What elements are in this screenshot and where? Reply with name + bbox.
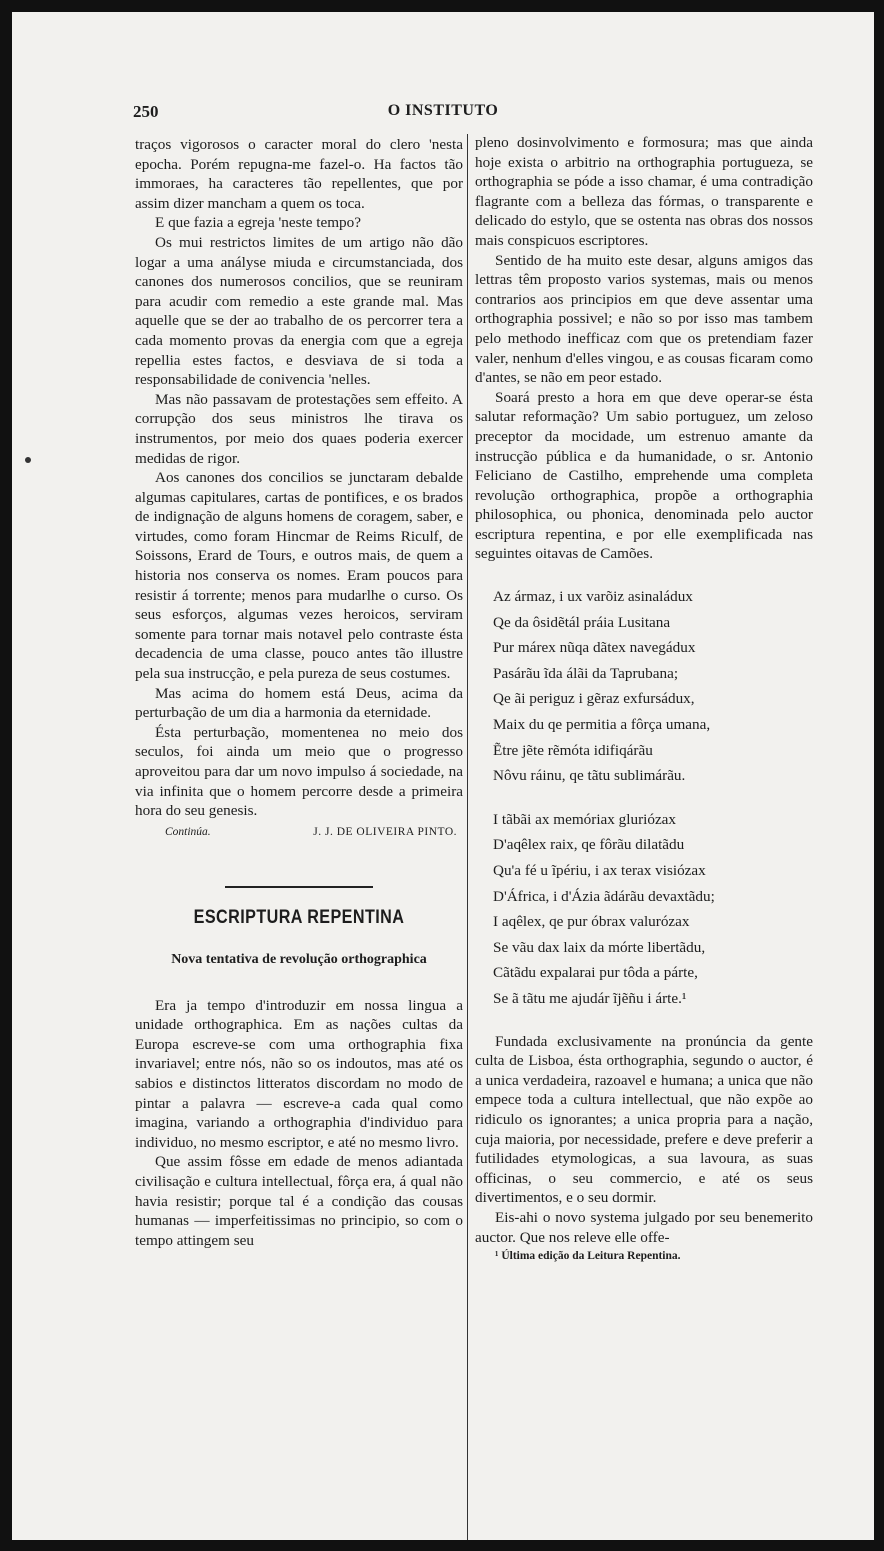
paragraph: Era ja tempo d'introduzir em nossa lingua a unidade orthographica. Em as nações cultas da Europa escreve-se com uma orthographia fixa invariavel; entre nós, não so os indoutos, mas até os sabios e distinctos litteratos discordam no modo de pintar a palavra — escreve-a cada qual como imagina, variando a orthographia d'individuo para individuo, no mesmo escriptor, e até no mesmo livro. bbox=[135, 996, 463, 1151]
verse-line: D'aqêlex raix, qe fôrãu dilatãdu bbox=[493, 836, 685, 854]
verse-line: Se ã tãtu me ajudár ĩjẽñu i árte.¹ bbox=[493, 989, 687, 1007]
signature-line bbox=[135, 823, 463, 843]
paragraph: traços vigorosos o caracter moral do clero 'nesta epocha. Porém repugna-me fazel-o. Ha factos tão immoraes, ha caracteres tão repellentes, que por assim dizer mancham a quem os toca. bbox=[135, 136, 463, 212]
verse-line: Ẽtre jẽte rẽmóta idifiqárãu bbox=[493, 741, 653, 759]
newspaper-page bbox=[12, 12, 874, 1540]
paragraph: Eis-ahi o novo systema julgado por seu benemerito auctor. Que nos releve elle offe- bbox=[475, 1208, 813, 1246]
article-title: ESCRIPTURA REPENTINA bbox=[193, 907, 405, 929]
column-divider bbox=[467, 134, 468, 1540]
margin-mark bbox=[25, 457, 31, 463]
paragraph: pleno dosinvolvimento e formosura; mas que ainda hoje exista o arbitrio na orthographia portugueza, se orthographia se póde a isso chamar, é uma contradição flagrante com a belleza das fórmas, o transparente e delicado do estylo, que se ostenta nas obras dos nossos mais conspicuos escriptores. bbox=[475, 134, 813, 249]
paragraph: Que assim fôsse em edade de menos adiantada civilisação e cultura intellectual, fôrça era, á qual não havia resistir; porque tal é a condição das cousas humanas — imperfeitissimas no principio, so com o tempo attingem seu bbox=[135, 1153, 463, 1249]
paragraph: Fundada exclusivamente na pronúncia da gente culta de Lisboa, ésta orthographia, segundo o auctor, é a unica verdadeira, razoavel e humana; a unica que não empece toda a cultura intellectual, que não expõe ao ridiculo os ignorantes; a unica propria para a nação, cuja maioria, por necessidade, prefere e deve preferir a futilidades etymologicas, a sua lavoura, as suas officinas, o seu commercio, e até os seus divertimentos, e o seu dormir. bbox=[475, 1032, 813, 1207]
verse-line: Se vãu dax laix da mórte libertãdu, bbox=[493, 938, 706, 956]
verse-line: Cãtãdu expalarai pur tôda a párte, bbox=[493, 964, 698, 982]
section-separator bbox=[225, 886, 373, 888]
paragraph: Mas não passavam de protestações sem effeito. A corrupção dos seus ministros lhe tirava os instrumentos, por meio dos quaes poderia exercer medidas de rigor. bbox=[135, 390, 463, 467]
paragraph: Aos canones dos concilios se junctaram debalde algumas capitulares, cartas de pontifices, e os brados de indignação de alguns homens de coragem, saber, e virtudes, como foram Hincmar de Reims Riculf, de Soissons, Erard de Tours, e outros mais, de quem a historia nos conserva os nomes. Eram poucos para resistir á torrente; menos para mudarlhe o curso. Os seus esforços, algumas vezes heroicos, serviram somente para tornar mais notavel pelo contraste ésta decadencia de uma classe, pouco antes tão illustre pela sua instrucção, e pela pureza de seus costumes. bbox=[135, 469, 463, 683]
journal-title: O INSTITUTO bbox=[387, 102, 499, 119]
paragraph: Os mui restrictos limites de um artigo não dão logar a uma anályse miuda e circumstanciada, dos canones dos numerosos concilios, que se reuniram para acudir com remedio a este grande mal. Mas aquelle que se der ao trabalho de os percorrer tera a cada momento provas da energia com que a egreja repellia estes factos, e desviava de si toda a responsabilidade de conivencia 'nelles. bbox=[135, 233, 463, 389]
paragraph: E que fazia a egreja 'neste tempo? bbox=[155, 214, 361, 232]
verse-line: Pur márex nũqa dãtex navegádux bbox=[493, 639, 696, 657]
poem-stanza-2 bbox=[493, 807, 813, 1012]
verse-line: Maix du qe permitia a fôrça umana, bbox=[493, 716, 711, 734]
running-header bbox=[12, 102, 874, 126]
verse-line: Nôvu ráinu, qe tãtu sublimárãu. bbox=[493, 767, 686, 785]
paragraph: Sentido de ha muito este desar, alguns amigos das lettras têm proposto varios systemas, mais ou menos contrarios aos principios em que deve assentar uma orthographia possivel; e não so por isso mas tambem pelo methodo inefficaz com que os pretendiam fazer valer, nenhum d'elles vingou, e as cousas ficaram como d'antes, se não em peor estado. bbox=[475, 251, 813, 387]
author-signature: J. J. DE OLIVEIRA PINTO. bbox=[313, 825, 457, 838]
paragraph: Ésta perturbação, momentenea no meio dos seculos, foi ainda um meio que o progresso aproveitou para dar um novo impulso á sociedade, na via infinita que o homem percorre desde a primeira hora do seu genesis. bbox=[135, 723, 463, 820]
footnote: ¹ Última edição da Leitura Repentina. bbox=[495, 1250, 681, 1263]
paragraph: Mas acima do homem está Deus, acima da perturbação de um dia a harmonia da eternidade. bbox=[135, 684, 463, 722]
poem-stanza-1 bbox=[493, 584, 813, 789]
right-column bbox=[475, 133, 813, 1267]
verse-line: Qu'a fé u ĩpériu, i ax terax visiózax bbox=[493, 862, 706, 879]
continua-label: Continúa. bbox=[165, 825, 211, 838]
verse-line: I tãbãi ax memóriax gluriózax bbox=[493, 810, 677, 828]
verse-line: Az ármaz, i ux varõiz asinaládux bbox=[493, 588, 693, 606]
verse-line: Pasárãu ĩda álãi da Taprubana; bbox=[493, 664, 679, 682]
article-subtitle: Nova tentativa de revolução orthographica bbox=[171, 951, 427, 967]
verse-line: Qe da ôsidẽtál práia Lusitana bbox=[493, 613, 671, 631]
verse-line: I aqêlex, qe pur óbrax valurózax bbox=[493, 913, 690, 931]
left-column bbox=[135, 135, 463, 1250]
verse-line: Qe ãi periguz i gẽraz exfursádux, bbox=[493, 690, 695, 708]
verse-line: D'África, i d'Ázia ãdárãu devaxtãdu; bbox=[493, 887, 715, 905]
page-number: 250 bbox=[133, 102, 159, 121]
paragraph: Soará presto a hora em que deve operar-se ésta salutar reformação? Um sabio portuguez, um zeloso preceptor da mocidade, um estrenuo amante da instrucção pública e da humanidade, o sr. Antonio Feliciano de Castilho, emprehende uma completa revolução orthographica, propõe a orthographia philosophica, ou phonica, denominada pelo auctor escriptura repentina, e por elle exemplificada nas seguintes oitavas de Camões. bbox=[475, 388, 813, 563]
